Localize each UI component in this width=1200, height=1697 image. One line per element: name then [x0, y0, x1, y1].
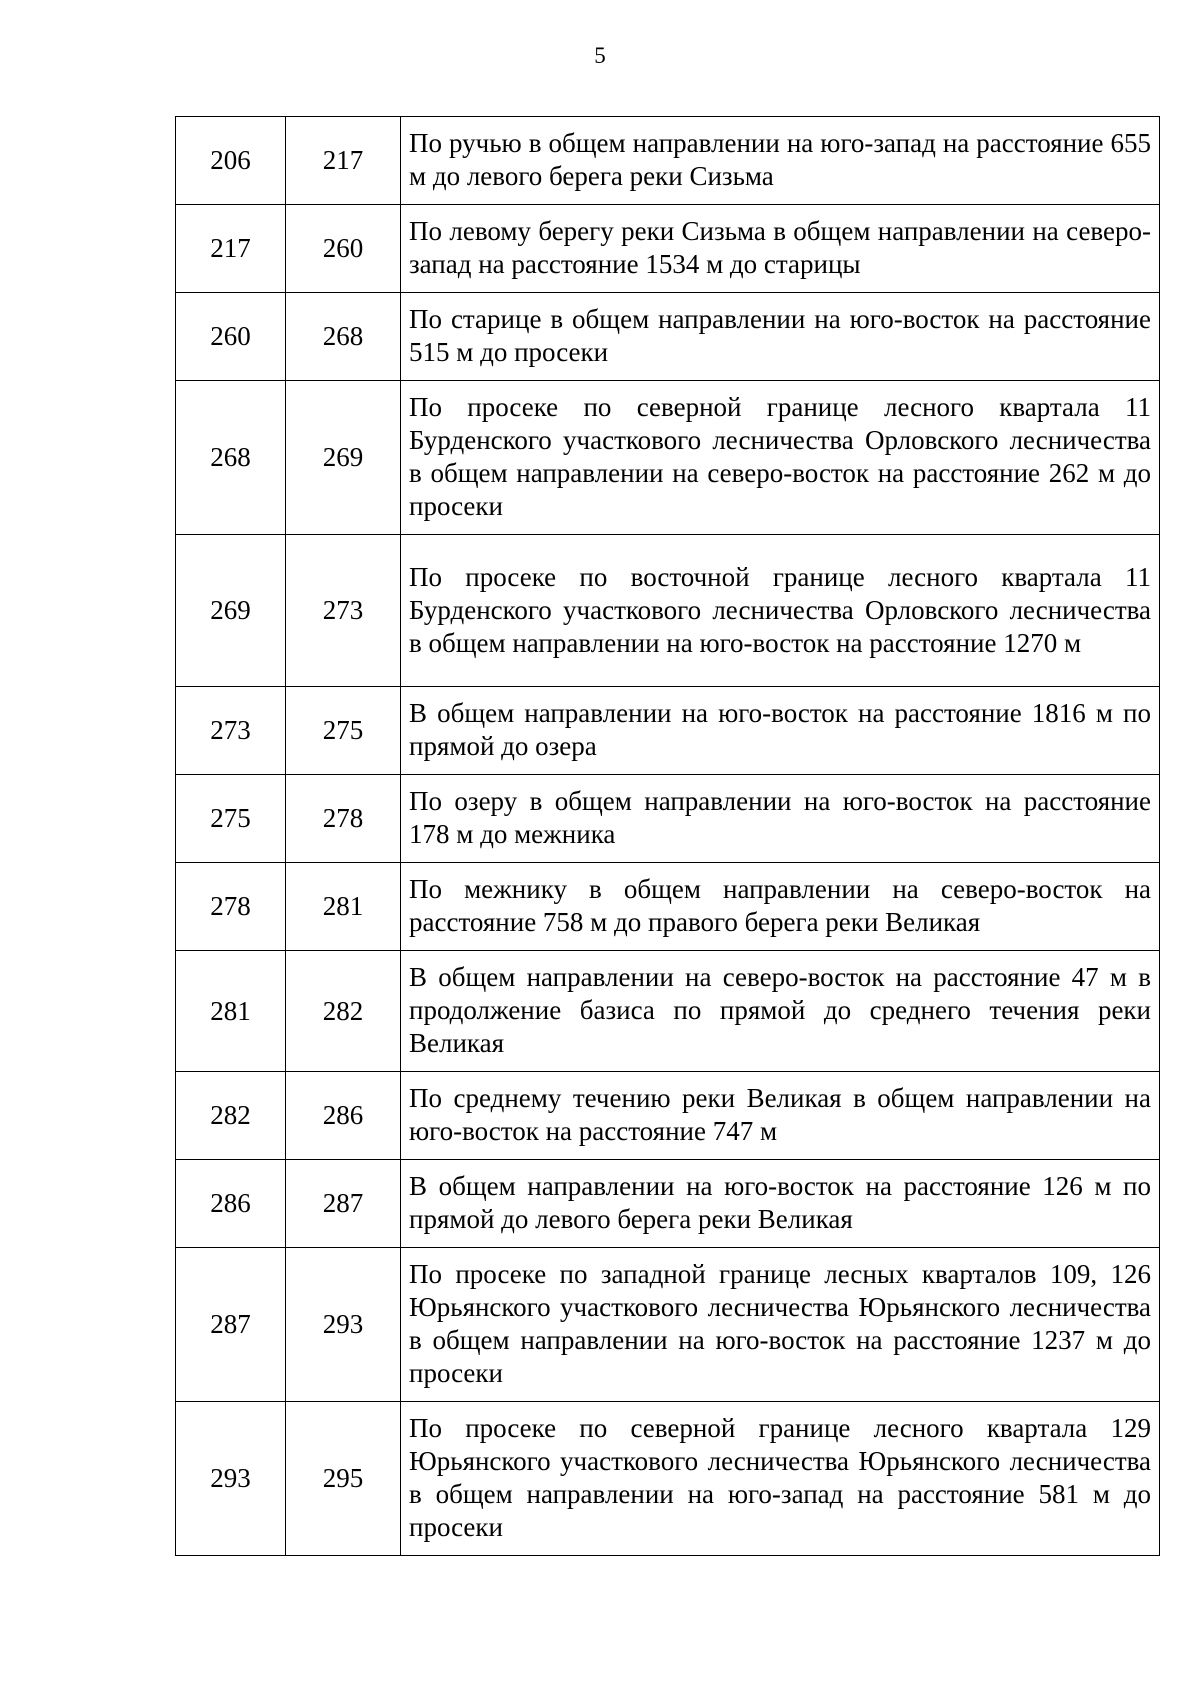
to-point-cell: 278 [286, 775, 401, 863]
table-row [176, 1160, 1160, 1248]
table-row [176, 293, 1160, 381]
to-point-cell: 281 [286, 863, 401, 951]
from-point-cell: 278 [176, 863, 286, 951]
description-cell: По среднему течению реки Великая в общем направлении на юго-восток на расстояние 747 м [401, 1072, 1160, 1160]
boundary-description-table [175, 116, 1160, 1556]
table-row [176, 1402, 1160, 1556]
to-point-cell: 295 [286, 1402, 401, 1556]
table-row [176, 205, 1160, 293]
table-row [176, 381, 1160, 535]
from-point-cell: 287 [176, 1248, 286, 1402]
description-cell: По озеру в общем направлении на юго-восток на расстояние 178 м до межника [401, 775, 1160, 863]
from-point-cell: 269 [176, 535, 286, 687]
description-cell: В общем направлении на юго-восток на расстояние 126 м по прямой до левого берега реки Великая [401, 1160, 1160, 1248]
from-point-cell: 268 [176, 381, 286, 535]
to-point-cell: 282 [286, 951, 401, 1072]
description-cell: В общем направлении на северо-восток на расстояние 47 м в продолжение базиса по прямой до среднего течения реки Великая [401, 951, 1160, 1072]
table-row [176, 117, 1160, 205]
description-cell: По просеке по северной границе лесного квартала 11 Бурденского участкового лесничества Орловского лесничества в общем направлении на северо-восток на расстояние 262 м до просеки [401, 381, 1160, 535]
table-row [176, 863, 1160, 951]
from-point-cell: 293 [176, 1402, 286, 1556]
to-point-cell: 260 [286, 205, 401, 293]
from-point-cell: 273 [176, 687, 286, 775]
page-number: 5 [594, 43, 606, 68]
description-cell: По просеке по северной границе лесного квартала 129 Юрьянского участкового лесничества Юрьянского лесничества в общем направлении на юго-запад на расстояние 581 м до просеки [401, 1402, 1160, 1556]
description-cell: По межнику в общем направлении на северо-восток на расстояние 758 м до правого берега реки Великая [401, 863, 1160, 951]
table-row [176, 1072, 1160, 1160]
description-cell: По ручью в общем направлении на юго-запад на расстояние 655 м до левого берега реки Сизьма [401, 117, 1160, 205]
to-point-cell: 286 [286, 1072, 401, 1160]
from-point-cell: 217 [176, 205, 286, 293]
to-point-cell: 217 [286, 117, 401, 205]
to-point-cell: 268 [286, 293, 401, 381]
description-cell: По просеке по западной границе лесных кварталов 109, 126 Юрьянского участкового лесничества Юрьянского лесничества в общем направлении на юго-восток на расстояние 1237 м до просеки [401, 1248, 1160, 1402]
to-point-cell: 273 [286, 535, 401, 687]
to-point-cell: 269 [286, 381, 401, 535]
table-row [176, 1248, 1160, 1402]
description-cell: По просеке по восточной границе лесного квартала 11 Бурденского участкового лесничества Орловского лесничества в общем направлении на юго-восток на расстояние 1270 м [401, 535, 1160, 687]
from-point-cell: 281 [176, 951, 286, 1072]
description-cell: По левому берегу реки Сизьма в общем направлении на северо-запад на расстояние 1534 м до старицы [401, 205, 1160, 293]
table-row [176, 951, 1160, 1072]
from-point-cell: 286 [176, 1160, 286, 1248]
from-point-cell: 260 [176, 293, 286, 381]
table-row [176, 775, 1160, 863]
to-point-cell: 287 [286, 1160, 401, 1248]
to-point-cell: 293 [286, 1248, 401, 1402]
description-cell: В общем направлении на юго-восток на расстояние 1816 м по прямой до озера [401, 687, 1160, 775]
to-point-cell: 275 [286, 687, 401, 775]
table-row [176, 687, 1160, 775]
table-row [176, 535, 1160, 687]
from-point-cell: 206 [176, 117, 286, 205]
from-point-cell: 282 [176, 1072, 286, 1160]
description-cell: По старице в общем направлении на юго-восток на расстояние 515 м до просеки [401, 293, 1160, 381]
from-point-cell: 275 [176, 775, 286, 863]
